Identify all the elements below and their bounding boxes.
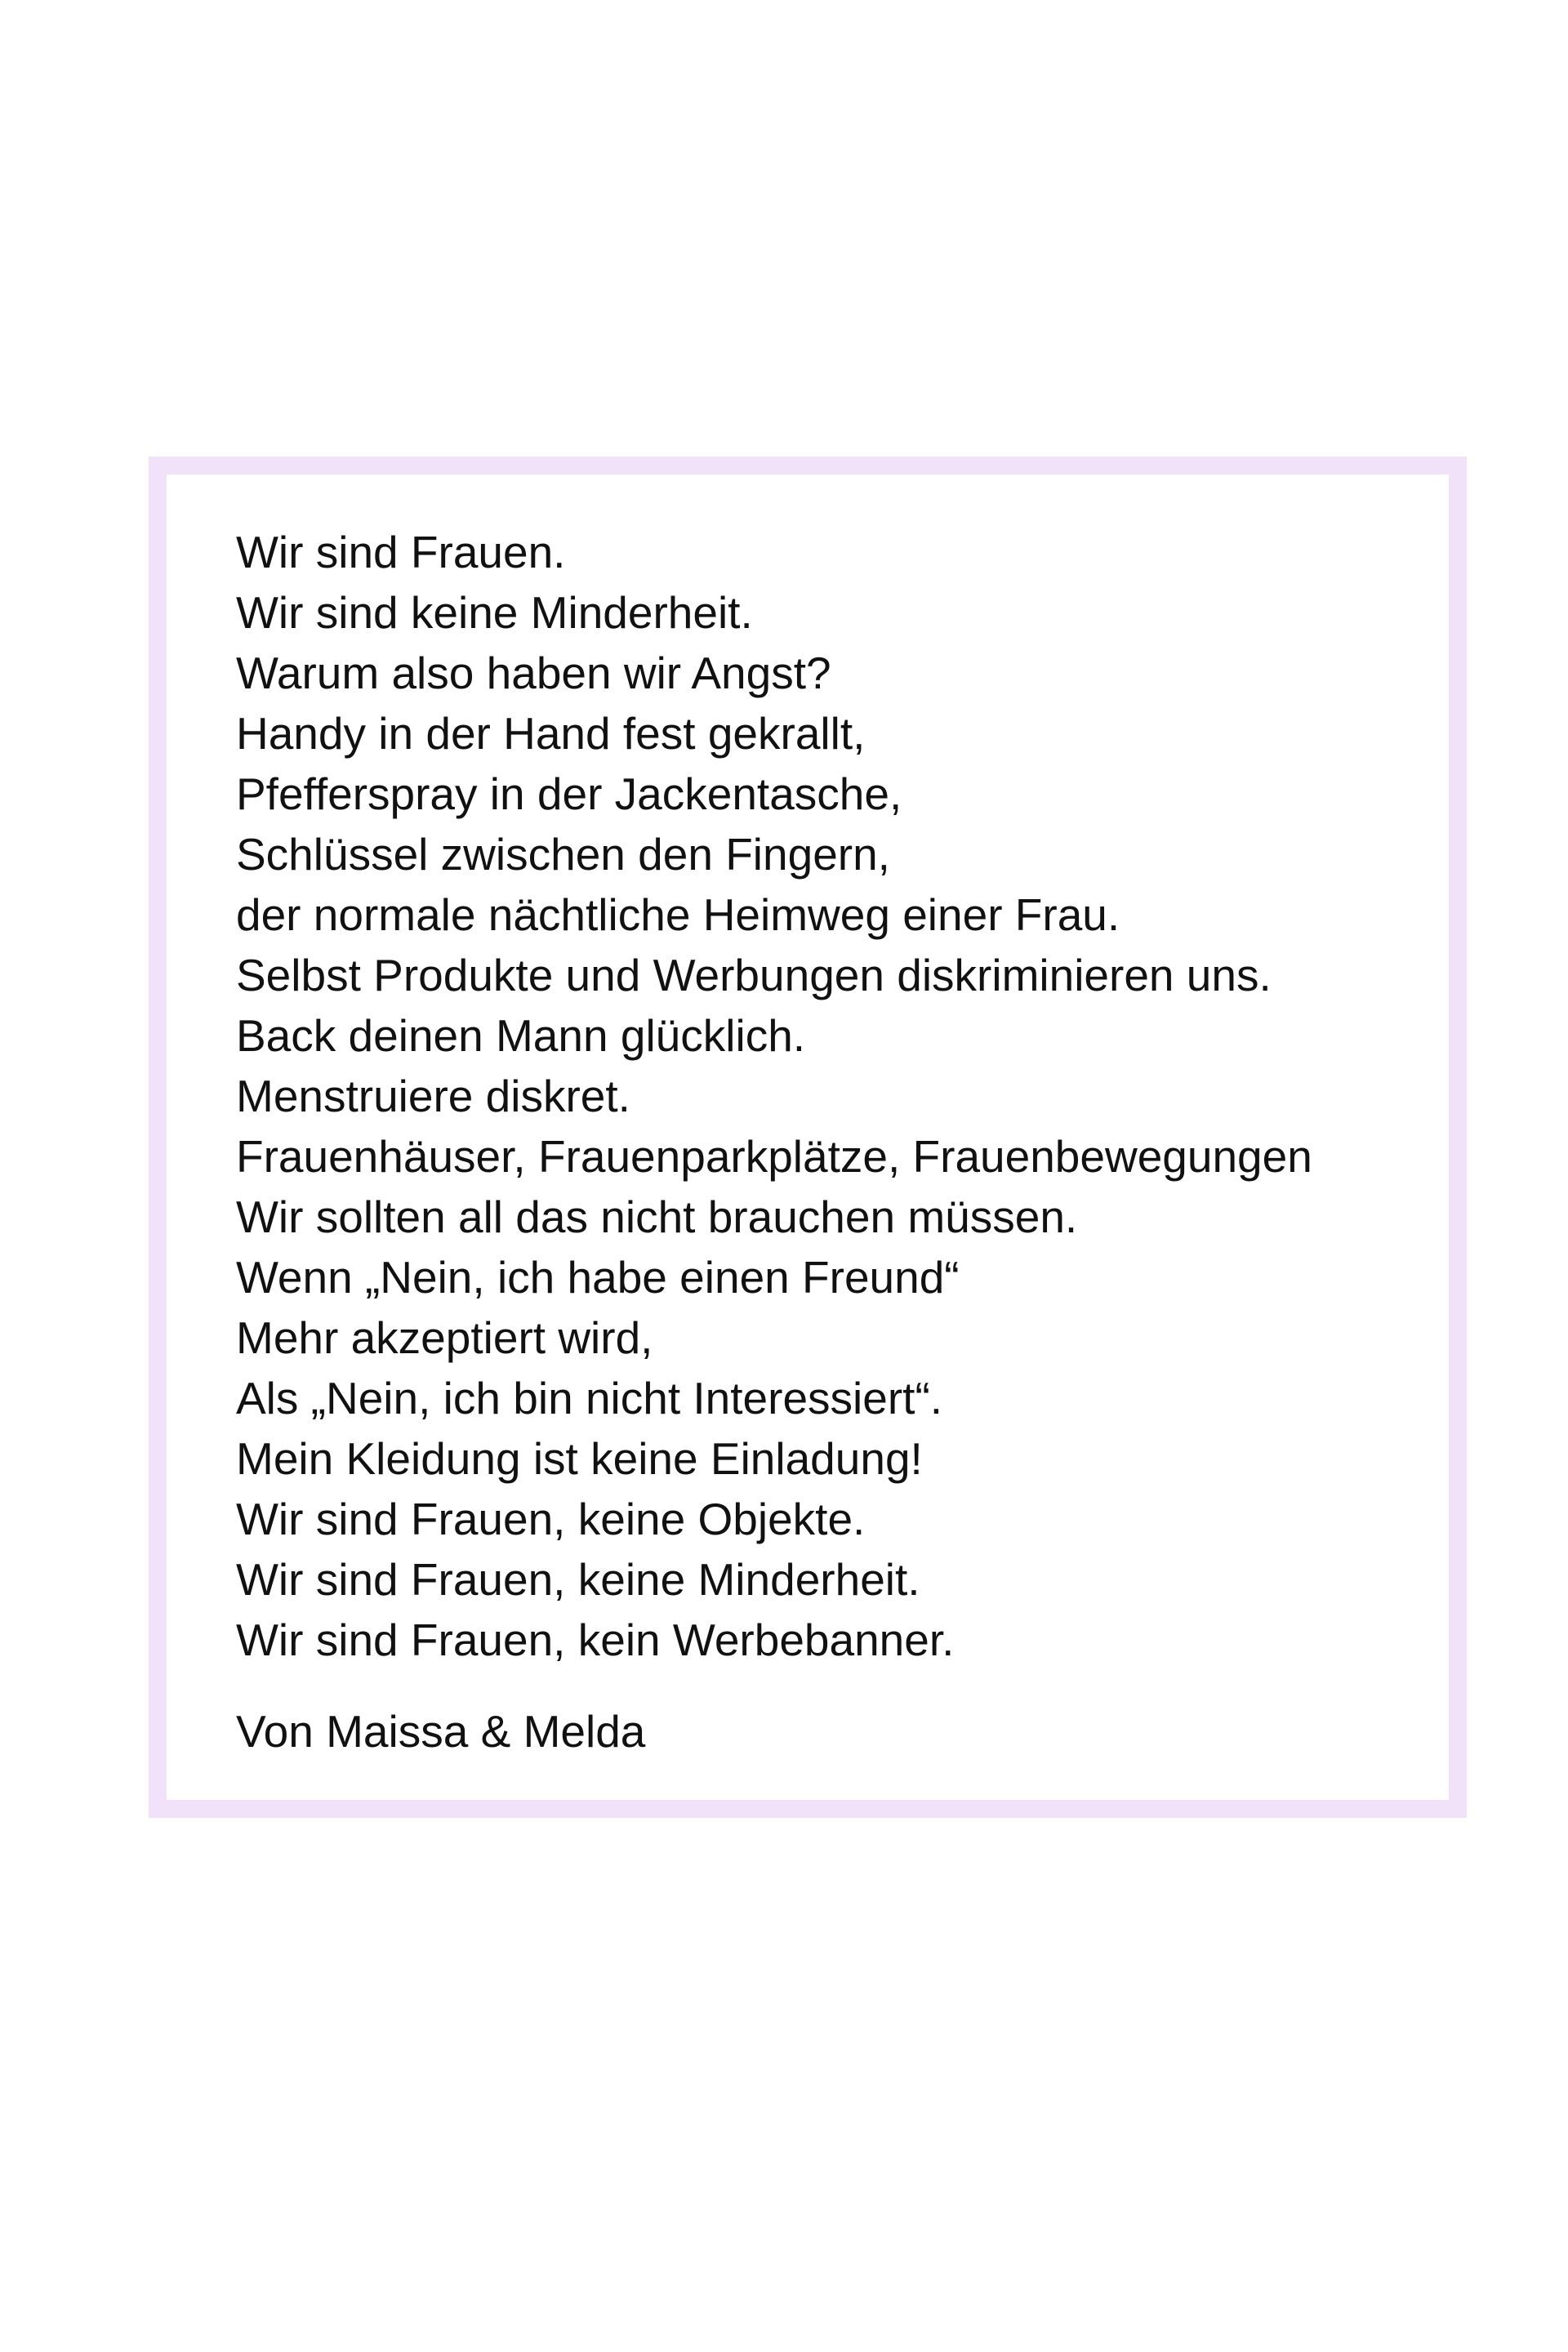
poem-line: Warum also haben wir Angst? <box>236 648 831 698</box>
poem-line: Als „Nein, ich bin nicht Interessiert“. <box>236 1373 943 1423</box>
poem-signature: Von Maissa & Melda <box>236 1706 646 1757</box>
poem-line: Mein Kleidung ist keine Einladung! <box>236 1433 923 1484</box>
poem-line: Wir sind Frauen, keine Minderheit. <box>236 1554 920 1605</box>
poem-line: Wir sind keine Minderheit. <box>236 587 753 638</box>
poem-line: Mehr akzeptiert wird, <box>236 1312 653 1363</box>
poem-line: Wir sind Frauen, keine Objekte. <box>236 1494 866 1544</box>
poem-line: Wir sollten all das nicht brauchen müssen. <box>236 1192 1078 1242</box>
poem-line: der normale nächtliche Heimweg einer Frau. <box>236 889 1120 940</box>
poem-body <box>236 522 1432 1762</box>
poem-line: Back deinen Mann glücklich. <box>236 1010 806 1061</box>
poem-line: Frauenhäuser, Frauenparkplätze, Frauenbewegungen <box>236 1131 1312 1182</box>
poem-line: Wir sind Frauen, kein Werbebanner. <box>236 1615 955 1665</box>
poem-lines <box>236 522 1432 1670</box>
poem-line: Wir sind Frauen. <box>236 527 566 577</box>
poem-line: Schlüssel zwischen den Fingern, <box>236 829 890 880</box>
poem-line: Handy in der Hand fest gekrallt, <box>236 708 866 759</box>
poem-line: Selbst Produkte und Werbungen diskriminieren uns. <box>236 950 1272 1000</box>
poem-frame <box>149 457 1467 1818</box>
poem-line: Menstruiere diskret. <box>236 1071 630 1121</box>
poem-line: Pfefferspray in der Jackentasche, <box>236 768 902 819</box>
poem-line: Wenn „Nein, ich habe einen Freund“ <box>236 1252 960 1303</box>
